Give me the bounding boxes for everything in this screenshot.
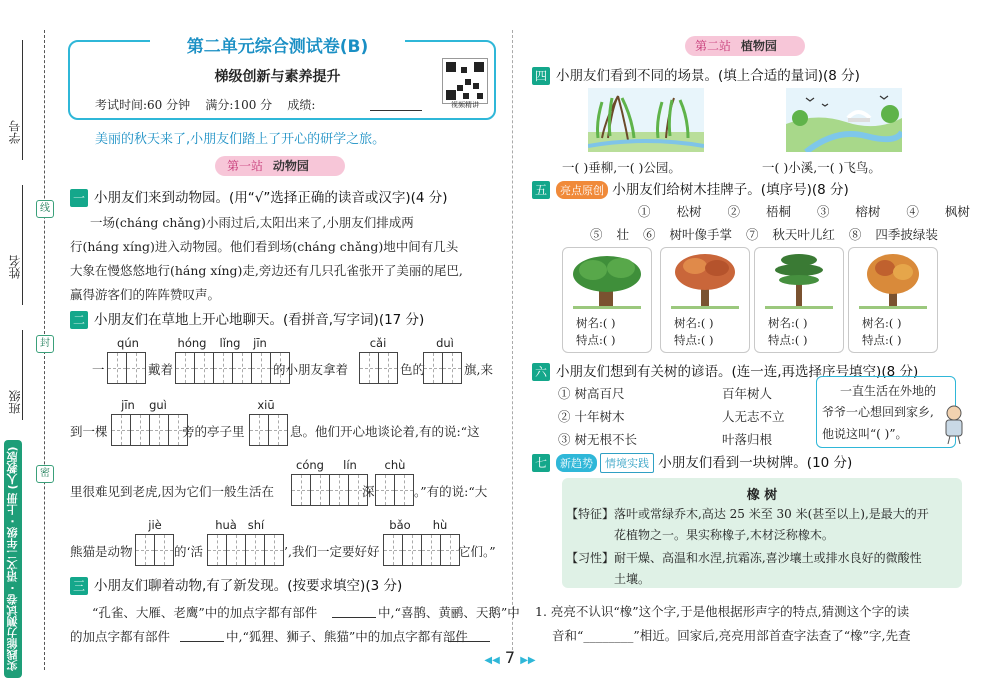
field-class: 班级 — [8, 390, 22, 414]
pinyin: huà — [215, 518, 237, 532]
card-label[interactable]: 特点:( ) — [674, 333, 714, 347]
question-number: 七 — [532, 454, 550, 472]
willow-park-illustration — [588, 88, 704, 152]
stream-birds-illustration — [786, 88, 902, 152]
page-number — [480, 648, 540, 667]
q2-text: 旁的亭子里 — [182, 424, 245, 439]
q1-line: 一场(cháng chǎng)小雨过后,太阳出来了,小朋友们排成两 — [90, 215, 414, 230]
exam-title: 第二单元综合测试卷(B) — [150, 32, 405, 54]
tree-sign-title: 橡 树 — [746, 488, 778, 503]
writing-grid[interactable] — [384, 534, 460, 566]
pinyin: cǎi — [369, 336, 387, 350]
qr-caption: 视频精讲 — [451, 101, 479, 109]
station-tag: 第二站 — [695, 39, 732, 53]
grandpa-icon — [940, 404, 968, 444]
q2-text: 的‘活 — [174, 544, 203, 559]
maple-tree-icon — [661, 248, 749, 312]
card-label[interactable]: 树名:( ) — [674, 316, 714, 330]
question-text: 小朋友们看到不同的场景。(填上合适的量词)(8 分) — [556, 68, 860, 84]
q2-text: 里很难见到老虎,因为它们一般生活在 — [70, 484, 274, 499]
cut-mark: 密 — [36, 465, 54, 483]
q2-text: 。”有的说:“大 — [414, 484, 488, 499]
writing-grid[interactable] — [136, 534, 174, 566]
exam-info: 考试时间:60 分钟 满分:100 分 成绩: — [95, 98, 316, 112]
pinyin: chù — [384, 458, 406, 472]
q2-text: 戴着 — [148, 362, 174, 377]
question-text: 小朋友们聊着动物,有了新发现。(按要求填空)(3 分) — [94, 578, 403, 594]
q4-blank-line[interactable]: 一( )垂柳,一( )公园。 — [562, 160, 681, 175]
question-number: 三 — [70, 577, 88, 595]
pinyin: hóng — [177, 336, 207, 350]
card-label[interactable]: 特点:( ) — [862, 333, 902, 347]
question-text: 小朋友们给树木挂牌子。(填序号)(8 分) — [612, 182, 849, 198]
writing-grid[interactable] — [360, 352, 398, 384]
feature-line: 花植物之一。果实称橡子,木材泛称橡木。 — [614, 528, 834, 542]
cut-mark: 线 — [36, 200, 54, 218]
q2-text: 熊猫是动物 — [70, 544, 133, 559]
station-1-banner — [215, 156, 345, 176]
q3-line: 中,“狐狸、狮子、熊猫”中的加点字都有部件 — [226, 629, 468, 644]
card-label[interactable]: 特点:( ) — [768, 333, 808, 347]
question-text: 小朋友们来到动物园。(用“√”选择正确的读音或汉字)(4 分) — [94, 190, 448, 206]
card-label[interactable]: 树名:( ) — [862, 316, 902, 330]
question-number: 二 — [70, 311, 88, 329]
q1-line: 行(háng xíng)进入动物园。他们看到场(cháng chǎng)地中间有几头 — [70, 239, 459, 254]
pinyin: jīn — [253, 336, 267, 350]
page-divider — [512, 30, 513, 650]
series-brand: 实践能力测试卷 · 语文二年级 · 上册 (人教版) — [4, 440, 22, 678]
exam-subtitle: 梯级创新与素养提升 — [214, 69, 341, 85]
q4-blank-line[interactable]: 一( )小溪,一( )飞鸟。 — [762, 160, 881, 175]
card-label[interactable]: 树名:( ) — [768, 316, 808, 330]
question-text: 小朋友们看到一块树牌。(10 分) — [658, 455, 853, 471]
banyan-tree-icon — [563, 248, 651, 312]
proverb-left[interactable]: ① 树高百尺 — [558, 386, 625, 401]
proverb-left[interactable]: ③ 树无根不长 — [558, 432, 637, 447]
plane-tree-icon — [849, 248, 937, 312]
pinyin: guì — [149, 398, 167, 412]
question-2-title — [70, 308, 424, 329]
q2-text: 它们。” — [458, 544, 496, 559]
question-7-title — [532, 451, 852, 473]
station-2-banner — [685, 36, 805, 56]
writing-grid[interactable] — [208, 534, 284, 566]
card-label[interactable]: 特点:( ) — [576, 333, 616, 347]
pinyin: lín — [343, 458, 357, 472]
q5-options-row: ① 松树 ② 梧桐 ③ 榕树 ④ 枫树 — [638, 204, 970, 219]
q1-line: 大象在慢悠悠地行(háng xíng)走,旁边还有几只孔雀张开了美丽的尾巴, — [70, 263, 463, 278]
question-number: 四 — [532, 67, 550, 85]
pinyin: hù — [432, 518, 448, 532]
question-5-title — [532, 178, 849, 199]
score-line — [370, 110, 422, 111]
question-number: 一 — [70, 189, 88, 207]
page-number-value: 7 — [504, 648, 516, 667]
pinyin: jiè — [148, 518, 162, 532]
proverb-left[interactable]: ② 十年树木 — [558, 409, 625, 424]
trend-badge: 新趋势 — [556, 454, 597, 472]
note-line: 一直生活在外地的 — [840, 384, 937, 398]
practice-badge: 情境实践 — [600, 453, 654, 473]
pinyin: lǐng — [219, 336, 241, 350]
answer-blank[interactable] — [180, 641, 224, 642]
prev-arrows-icon: ◀◀ — [484, 655, 500, 666]
q2-text: 的小朋友拿着 — [273, 362, 349, 377]
feature-line: 落叶或常绿乔木,高达 25 米至 30 米(甚至以上),是最大的开 — [614, 507, 929, 521]
q2-text: 旗,来 — [464, 362, 493, 377]
proverb-right[interactable]: 百年树人 — [722, 386, 773, 401]
question-4-title — [532, 64, 860, 85]
card-label[interactable]: 树名:( ) — [576, 316, 616, 330]
habit-label: 【习性】 — [566, 551, 615, 565]
pinyin: qún — [117, 336, 139, 350]
note-line: 爷爷一心想回到家乡, — [822, 405, 934, 419]
writing-grid[interactable] — [112, 414, 188, 446]
station-name: 植物园 — [740, 39, 777, 53]
pinyin: bǎo — [389, 518, 411, 532]
proverb-right[interactable]: 人无志不立 — [722, 409, 785, 424]
writing-grid[interactable] — [376, 474, 414, 506]
answer-blank[interactable] — [332, 617, 376, 618]
q7-sub-line: 1. 亮亮不认识“橡”这个字,于是他根据形声字的特点,猜测这个字的读 — [535, 604, 910, 619]
station-tag: 第一站 — [227, 159, 264, 173]
writing-grid[interactable] — [250, 414, 288, 446]
qr-code-icon[interactable] — [442, 58, 488, 104]
pine-tree-icon — [755, 248, 843, 312]
answer-blank[interactable] — [448, 641, 490, 642]
intro-text: 美丽的秋天来了,小朋友们踏上了开心的研学之旅。 — [95, 132, 386, 147]
q1-line: 赢得游客们的阵阵赞叹声。 — [70, 287, 221, 302]
q3-line: 的加点字都有部件 — [70, 629, 171, 644]
q3-line: 中,“喜鹊、黄鹂、天鹅”中 — [378, 605, 520, 620]
q2-text: 息。他们开心地谈论着,有的说:“这 — [290, 424, 480, 439]
proverb-right[interactable]: 叶落归根 — [722, 432, 773, 447]
q2-text: 色的 — [400, 362, 426, 377]
pinyin: duì — [436, 336, 454, 350]
pinyin: jīn — [121, 398, 135, 412]
feature-label: 【特征】 — [566, 507, 615, 521]
note-line[interactable]: 他说这叫“( )”。 — [822, 427, 908, 441]
q5-options-row: ⑤ 壮 ⑥ 树叶像手掌 ⑦ 秋天叶儿红 ⑧ 四季披绿装 — [590, 227, 938, 242]
field-name: 姓名 — [8, 255, 22, 279]
writing-grid[interactable] — [424, 352, 462, 384]
q3-line: “孔雀、大雁、老鹰”中的加点字都有部件 — [92, 605, 318, 620]
field-student-id: 学号 — [8, 120, 22, 144]
q2-text: 到一棵 — [70, 424, 108, 439]
pinyin: xiū — [257, 398, 275, 412]
q2-text: ’,我们一定要好好 — [284, 544, 380, 559]
writing-grid[interactable] — [108, 352, 146, 384]
question-number: 五 — [532, 181, 550, 199]
question-text: 小朋友们想到有关树的谚语。(连一连,再选择序号填空)(8 分) — [556, 364, 919, 380]
q2-text: 深 — [362, 484, 375, 499]
next-arrows-icon: ▶▶ — [520, 655, 536, 666]
habit-line: 耐干燥、高温和水涅,抗霜冻,喜沙壤土或排水良好的微酸性 — [614, 551, 922, 565]
original-badge: 亮点原创 — [556, 181, 608, 199]
pinyin: shí — [247, 518, 265, 532]
writing-grid[interactable] — [292, 474, 368, 506]
question-text: 小朋友们在草地上开心地聊天。(看拼音,写字词)(17 分) — [94, 312, 425, 328]
q2-text: 一 — [92, 362, 105, 377]
question-number: 六 — [532, 363, 550, 381]
habit-line: 土壤。 — [614, 572, 651, 586]
question-3-title — [70, 574, 402, 595]
q7-sub-line[interactable]: 音和“________”相近。回家后,亮亮用部首查字法查了“橡”字,先查 — [552, 628, 911, 643]
cut-mark: 封 — [36, 335, 54, 353]
field-line — [22, 185, 23, 305]
question-1-title — [70, 186, 448, 207]
pinyin: cóng — [296, 458, 324, 472]
station-name: 动物园 — [272, 159, 309, 173]
